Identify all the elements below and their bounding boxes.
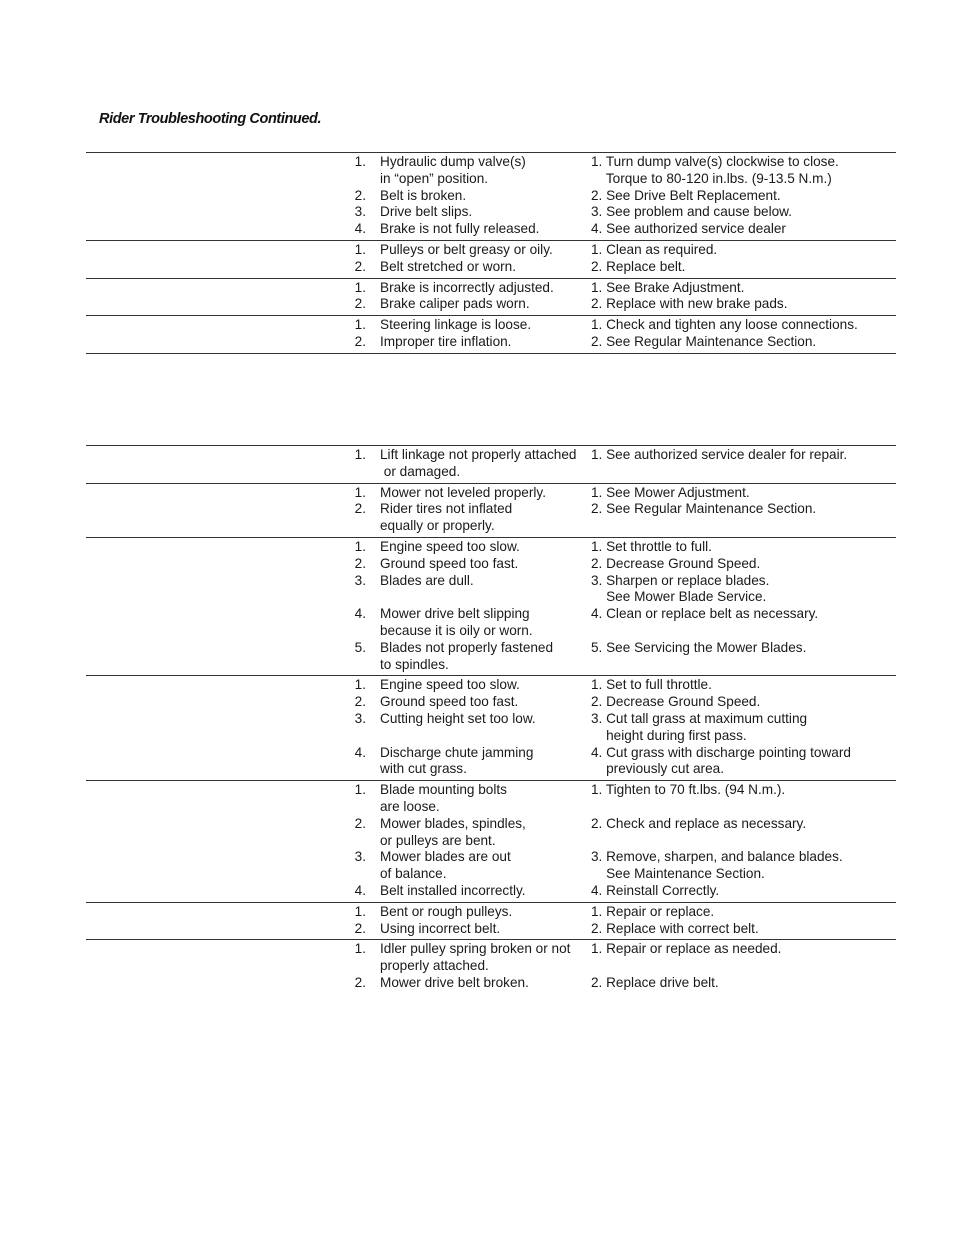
cause-text: Drive belt slips.	[380, 204, 473, 220]
cause-text: Mower not leveled properly.	[380, 484, 546, 500]
item-number	[86, 623, 366, 640]
table-row	[86, 483, 896, 537]
cause-text: Hydraulic dump valve(s)	[380, 154, 526, 169]
table-row	[86, 939, 896, 993]
cause-text: or damaged.	[380, 463, 461, 479]
item-number: 1.	[354, 447, 366, 462]
row-line	[86, 975, 896, 992]
cause-text: Bent or rough pulleys.	[380, 903, 513, 919]
remedy-text	[591, 799, 896, 816]
cause-text: of balance.	[380, 866, 447, 882]
row-line	[86, 573, 896, 590]
cause-text: Brake is not fully released.	[380, 221, 540, 237]
row-line	[86, 296, 896, 313]
cause-text: Rider tires not inflated	[380, 501, 513, 517]
row-line	[86, 640, 896, 657]
cause-text: Cutting height set too low.	[380, 710, 536, 726]
cause-text: Belt is broken.	[380, 187, 467, 203]
item-number	[86, 833, 366, 850]
row-line	[86, 171, 896, 188]
item-number: 2.	[354, 296, 366, 312]
row-line	[86, 518, 896, 535]
row-line	[86, 833, 896, 850]
remedy-text: 3. See problem and cause below.	[591, 204, 793, 220]
item-number	[86, 761, 366, 778]
section-heading: Rider Troubleshooting Continued.	[99, 111, 322, 127]
row-line	[86, 904, 896, 921]
cause-text: or pulleys are bent.	[380, 832, 496, 848]
table-row	[86, 902, 896, 940]
remedy-text: height during first pass.	[591, 727, 747, 743]
table-row	[86, 537, 896, 675]
item-number: 2.	[354, 501, 366, 517]
row-line	[86, 464, 896, 481]
table-row	[86, 152, 896, 240]
item-number	[86, 657, 366, 674]
row-line	[86, 711, 896, 728]
cause-text: Lift linkage not properly attached	[380, 447, 577, 462]
table-row	[86, 675, 896, 780]
table-row	[86, 780, 896, 902]
remedy-text	[591, 464, 896, 481]
remedy-text: 2. See Regular Maintenance Section.	[591, 501, 817, 517]
cause-text: with cut grass.	[380, 761, 467, 777]
item-number: 3.	[354, 204, 366, 220]
row-line	[86, 447, 896, 464]
item-number: 4.	[354, 606, 366, 622]
row-line	[86, 921, 896, 938]
row-line	[86, 849, 896, 866]
cause-text: Ground speed too fast.	[380, 694, 519, 710]
row-line	[86, 728, 896, 745]
cause-text: because it is oily or worn.	[380, 622, 533, 638]
remedy-text: 4. Reinstall Correctly.	[591, 882, 720, 898]
remedy-text: 4. Clean or replace belt as necessary.	[591, 606, 819, 622]
row-line	[86, 334, 896, 351]
cause-text: Idler pulley spring broken or not	[380, 941, 571, 957]
row-line	[86, 694, 896, 711]
remedy-text: 3. Cut tall grass at maximum cutting	[591, 710, 808, 726]
cause-text: in “open” position.	[380, 170, 489, 186]
row-line	[86, 154, 896, 171]
row-line	[86, 280, 896, 297]
cause-text: Brake caliper pads worn.	[380, 296, 530, 312]
row-line	[86, 816, 896, 833]
cause-text: Steering linkage is loose.	[380, 317, 532, 333]
remedy-text: 1. Set throttle to full.	[591, 538, 712, 554]
row-line	[86, 657, 896, 674]
remedy-text: 2. See Drive Belt Replacement.	[591, 187, 781, 203]
item-number: 2.	[354, 974, 366, 990]
item-number: 2.	[354, 694, 366, 710]
table-row	[86, 278, 896, 316]
remedy-text: 1. Repair or replace.	[591, 903, 715, 919]
cause-text: Belt stretched or worn.	[380, 258, 516, 274]
item-number: 2.	[354, 555, 366, 571]
row-line	[86, 589, 896, 606]
row-line	[86, 259, 896, 276]
remedy-text: 4. Cut grass with discharge pointing toward	[591, 744, 851, 760]
remedy-text: 1. Turn dump valve(s) clockwise to close.	[591, 154, 839, 169]
cause-text: Brake is incorrectly adjusted.	[380, 279, 554, 295]
remedy-text	[591, 518, 896, 535]
item-number: 2.	[354, 920, 366, 936]
remedy-text: 1. Clean as required.	[591, 241, 718, 257]
remedy-text: 1. See Mower Adjustment.	[591, 484, 750, 500]
cause-text: Ground speed too fast.	[380, 555, 519, 571]
item-number: 1.	[354, 538, 366, 554]
troubleshooting-table-1	[86, 152, 896, 354]
item-number: 2.	[354, 333, 366, 349]
table-row	[86, 315, 896, 354]
remedy-text	[591, 623, 896, 640]
cause-text: equally or properly.	[380, 518, 495, 534]
cause-text: Pulleys or belt greasy or oily.	[380, 241, 553, 257]
remedy-text: 1. Check and tighten any loose connections.	[591, 317, 858, 333]
item-number	[86, 958, 366, 975]
cause-text: properly attached.	[380, 958, 489, 974]
row-line	[86, 782, 896, 799]
item-number: 1.	[354, 782, 366, 798]
item-number: 2.	[354, 258, 366, 274]
cause-text	[366, 728, 591, 745]
row-line	[86, 204, 896, 221]
item-number: 1.	[354, 941, 366, 957]
cause-text: Belt installed incorrectly.	[380, 882, 526, 898]
cause-text: Mower drive belt broken.	[380, 974, 529, 990]
remedy-text: Torque to 80-120 in.lbs. (9-13.5 N.m.)	[591, 170, 832, 186]
item-number: 1.	[354, 903, 366, 919]
remedy-text: 1. Set to full throttle.	[591, 677, 712, 693]
remedy-text: 2. Check and replace as necessary.	[591, 815, 807, 831]
item-number: 1.	[354, 677, 366, 693]
item-number	[86, 866, 366, 883]
item-number: 4.	[354, 882, 366, 898]
row-line	[86, 745, 896, 762]
item-number: 2.	[354, 187, 366, 203]
row-line	[86, 941, 896, 958]
cause-text: Blade mounting bolts	[380, 782, 507, 798]
row-line	[86, 501, 896, 518]
cause-text: to spindles.	[380, 656, 449, 672]
item-number: 1.	[354, 241, 366, 257]
remedy-text: 2. See Regular Maintenance Section.	[591, 333, 817, 349]
troubleshooting-table-2	[86, 445, 896, 994]
table-row	[86, 445, 896, 483]
item-number: 3.	[354, 849, 366, 865]
row-line	[86, 556, 896, 573]
remedy-text: 2. Replace belt.	[591, 258, 686, 274]
item-number: 2.	[354, 815, 366, 831]
cause-text: are loose.	[380, 798, 440, 814]
row-line	[86, 221, 896, 238]
item-number: 3.	[354, 710, 366, 726]
remedy-text	[591, 657, 896, 674]
item-number	[86, 589, 366, 606]
row-line	[86, 866, 896, 883]
item-number: 1.	[354, 484, 366, 500]
remedy-text	[591, 958, 896, 975]
item-number	[86, 464, 366, 481]
item-number	[86, 171, 366, 188]
remedy-text: 2. Replace with correct belt.	[591, 920, 759, 936]
cause-text: Discharge chute jamming	[380, 744, 534, 760]
remedy-text: previously cut area.	[591, 761, 724, 777]
row-line	[86, 606, 896, 623]
remedy-text: See Maintenance Section.	[591, 866, 765, 882]
cause-text: Engine speed too slow.	[380, 538, 520, 554]
cause-text: Using incorrect belt.	[380, 920, 501, 936]
remedy-text: 2. Decrease Ground Speed.	[591, 555, 761, 571]
row-line	[86, 188, 896, 205]
item-number: 3.	[354, 572, 366, 588]
remedy-text: 1. Repair or replace as needed.	[591, 941, 782, 957]
item-number	[86, 799, 366, 816]
remedy-text: 3. Remove, sharpen, and balance blades.	[591, 849, 843, 865]
cause-text	[366, 589, 591, 606]
cause-text: Mower blades, spindles,	[380, 815, 526, 831]
row-line	[86, 677, 896, 694]
remedy-text: See Mower Blade Service.	[591, 589, 767, 605]
row-line	[86, 539, 896, 556]
row-line	[86, 485, 896, 502]
table-row	[86, 240, 896, 278]
remedy-text: 5. See Servicing the Mower Blades.	[591, 639, 807, 655]
remedy-text: 2. Replace drive belt.	[591, 974, 719, 990]
item-number: 5.	[354, 639, 366, 655]
remedy-text: 1. See authorized service dealer for repair.	[591, 447, 848, 462]
row-line	[86, 799, 896, 816]
item-number: 4.	[354, 221, 366, 237]
row-line	[86, 761, 896, 778]
cause-text: Mower blades are out	[380, 849, 511, 865]
cause-text: Blades are dull.	[380, 572, 474, 588]
remedy-text: 4. See authorized service dealer	[591, 221, 786, 237]
row-line	[86, 958, 896, 975]
cause-text: Mower drive belt slipping	[380, 606, 530, 622]
row-line	[86, 883, 896, 900]
row-line	[86, 317, 896, 334]
item-number: 1.	[354, 154, 366, 169]
item-number	[86, 728, 366, 745]
remedy-text: 1. Tighten to 70 ft.lbs. (94 N.m.).	[591, 782, 786, 798]
remedy-text: 1. See Brake Adjustment.	[591, 279, 745, 295]
cause-text: Improper tire inflation.	[380, 333, 512, 349]
item-number: 1.	[354, 317, 366, 333]
remedy-text: 2. Replace with new brake pads.	[591, 296, 788, 312]
remedy-text: 2. Decrease Ground Speed.	[591, 694, 761, 710]
cause-text: Blades not properly fastened	[380, 639, 554, 655]
item-number: 4.	[354, 744, 366, 760]
row-line	[86, 623, 896, 640]
remedy-text: 3. Sharpen or replace blades.	[591, 572, 770, 588]
row-line	[86, 242, 896, 259]
item-number: 1.	[354, 279, 366, 295]
cause-text: Engine speed too slow.	[380, 677, 520, 693]
item-number	[86, 518, 366, 535]
remedy-text	[591, 833, 896, 850]
